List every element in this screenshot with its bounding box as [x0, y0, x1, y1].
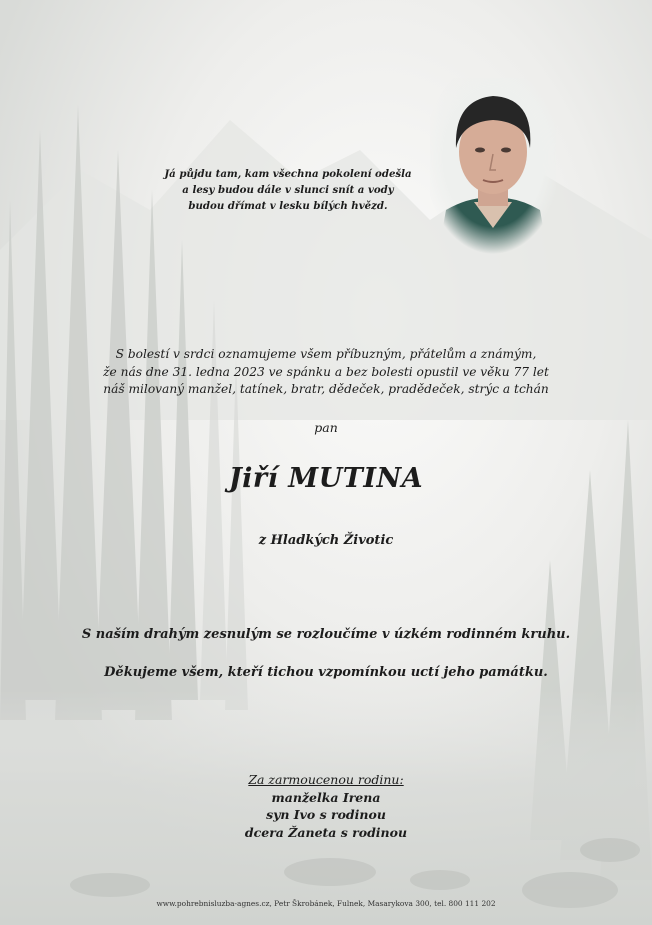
poem-line: a lesy budou dále v slunci snít a vody	[182, 184, 394, 196]
announcement-line: S bolestí v srdci oznamujeme všem příbuzným, přátelům a známým,	[115, 347, 537, 361]
announcement-text	[60, 346, 592, 399]
poem-line: Já půjdu tam, kam všechna pokolení odešla	[164, 168, 412, 180]
portrait-photo	[430, 78, 556, 254]
deceased-origin: z Hladkých Životic	[258, 533, 394, 548]
poem-line: budou dřímat v lesku bílých hvězd.	[188, 200, 388, 212]
salutation: pan	[314, 420, 338, 435]
deceased-name: Jiří MUTINA	[228, 463, 424, 494]
family-member: syn Ivo s rodinou	[266, 807, 386, 822]
family-member: manželka Irena	[271, 789, 381, 805]
family-member: dcera Žaneta s rodinou	[244, 824, 408, 840]
family-heading: Za zarmoucenou rodinu:	[248, 772, 404, 787]
family-signature	[176, 771, 476, 841]
funeral-service-footer: www.pohrebnisluzba-agnes.cz, Petr Škrobánek, Fulnek, Masarykova 300, tel. 800 111 202	[156, 899, 496, 908]
announcement-line: náš milovaný manžel, tatínek, bratr, dědeček, pradědeček, strýc a tchán	[103, 382, 549, 396]
poem-quote	[150, 166, 426, 214]
announcement-line: že nás dne 31. ledna 2023 ve spánku a bez bolesti opustil ve věku 77 let	[103, 364, 549, 379]
farewell-text: S naším drahým zesnulým se rozloučíme v úzkém rodinném kruhu.	[81, 627, 571, 642]
thanks-text: Děkujeme všem, kteří tichou vzpomínkou uctí jeho památku.	[104, 665, 548, 680]
